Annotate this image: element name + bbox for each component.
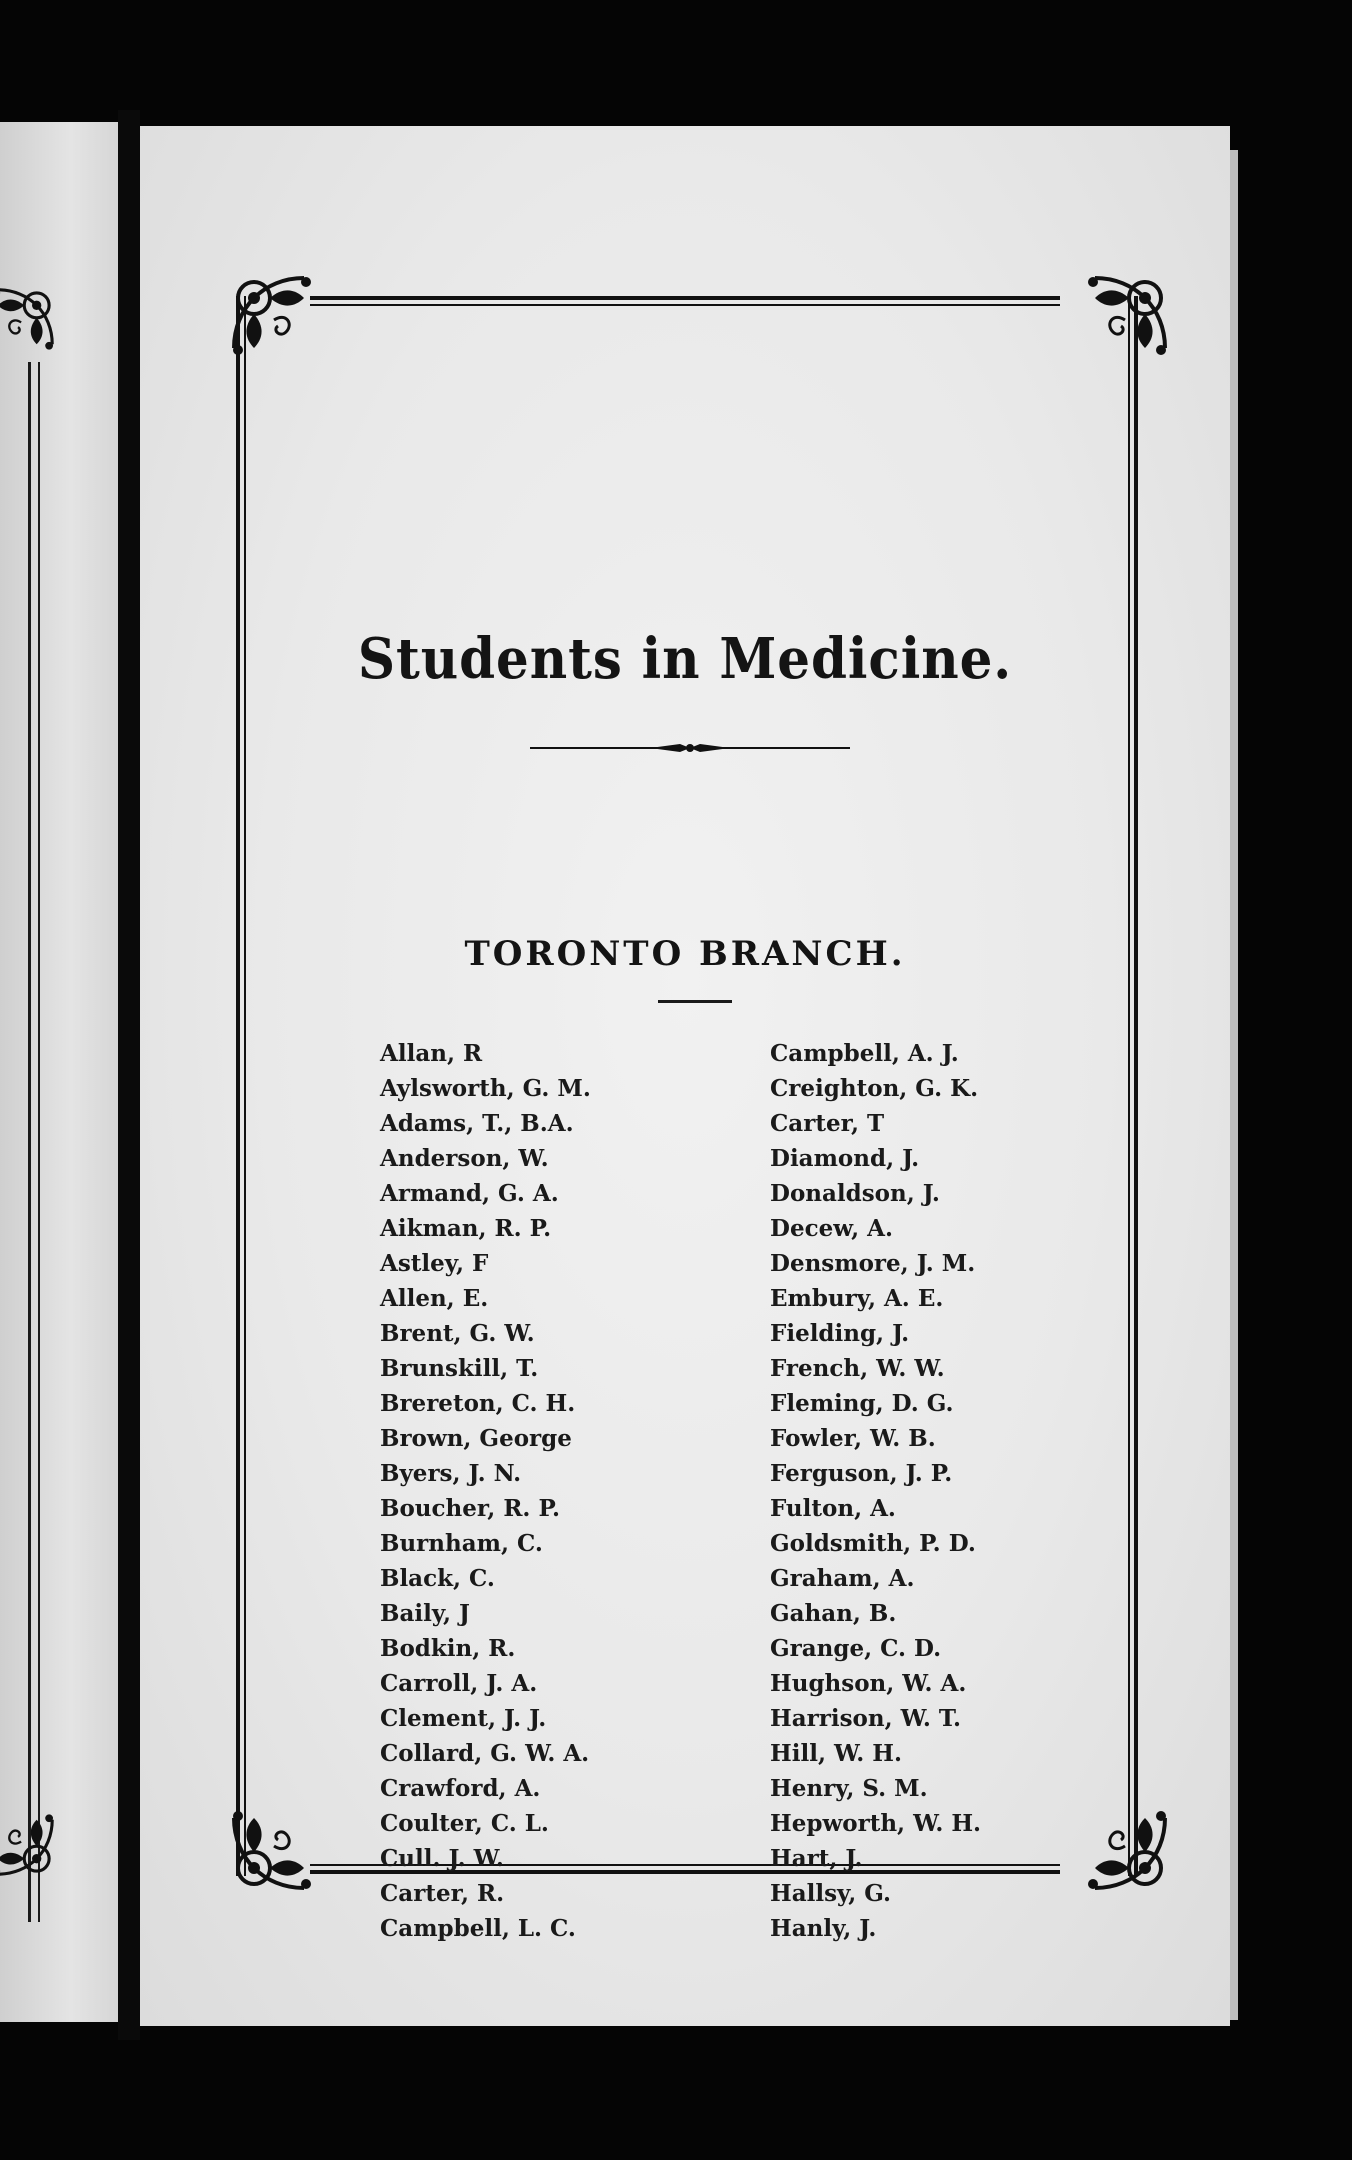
student-name: Brereton, C. H. (380, 1390, 576, 1417)
student-name: Brent, G. W. (380, 1320, 535, 1347)
student-name: Fleming, D. G. (770, 1390, 954, 1417)
student-name: Clement, J. J. (380, 1705, 547, 1732)
student-name: Goldsmith, P. D. (770, 1530, 976, 1557)
corner-ornament-icon (1085, 268, 1175, 358)
student-name: Brunskill, T. (380, 1355, 539, 1382)
student-name: Grange, C. D. (770, 1635, 942, 1662)
frame-line-top (310, 296, 1060, 300)
section-heading: TORONTO BRANCH. (464, 934, 906, 974)
corner-ornament-icon (224, 268, 314, 358)
student-name: Cull. J. W. (380, 1845, 504, 1872)
student-name: Graham, A. (770, 1565, 915, 1592)
student-name: Coulter, C. L. (380, 1810, 549, 1837)
student-name: Anderson, W. (380, 1145, 549, 1172)
student-name: Burnham, C. (380, 1530, 543, 1557)
student-name: Creighton, G. K. (770, 1075, 979, 1102)
frame-line-right (1134, 296, 1138, 1876)
student-name: Aylsworth, G. M. (380, 1075, 591, 1102)
section-rule (658, 1000, 732, 1003)
student-name: Brown, George (380, 1425, 572, 1452)
student-name: Densmore, J. M. (770, 1250, 976, 1277)
student-name: Donaldson, J. (770, 1180, 940, 1207)
student-name: Collard, G. W. A. (380, 1740, 590, 1767)
student-name: Henry, S. M. (770, 1775, 928, 1802)
student-name: Fielding, J. (770, 1320, 910, 1347)
corner-ornament-icon (1085, 1808, 1175, 1898)
student-name: Hart, J. (770, 1845, 863, 1872)
student-name: French, W. W. (770, 1355, 945, 1382)
student-name: Allen, E. (380, 1285, 489, 1312)
student-name: Gahan, B. (770, 1600, 897, 1627)
corner-ornament-icon (0, 272, 60, 362)
student-name: Baily, J (380, 1600, 470, 1627)
student-name: Ferguson, J. P. (770, 1460, 953, 1487)
student-name: Byers, J. N. (380, 1460, 522, 1487)
corner-ornament-icon (224, 1808, 314, 1898)
student-list-left (380, 1036, 591, 1946)
page-title: Students in Medicine. (357, 626, 1013, 692)
student-name: Embury, A. E. (770, 1285, 944, 1312)
student-name: Allan, R (380, 1040, 483, 1067)
student-name: Bodkin, R. (380, 1635, 516, 1662)
student-name: Adams, T., B.A. (380, 1110, 574, 1137)
student-name: Boucher, R. P. (380, 1495, 560, 1522)
student-name: Hepworth, W. H. (770, 1810, 982, 1837)
student-name: Harrison, W. T. (770, 1705, 962, 1732)
student-name: Aikman, R. P. (380, 1215, 552, 1242)
student-name: Crawford, A. (380, 1775, 541, 1802)
page-edge (1230, 150, 1238, 2020)
student-name: Decew, A. (770, 1215, 894, 1242)
student-name: Astley, F (380, 1250, 489, 1277)
ornamental-divider-icon (530, 738, 850, 758)
document-page (140, 126, 1230, 2026)
student-name: Fulton, A. (770, 1495, 896, 1522)
student-name: Carter, R. (380, 1880, 505, 1907)
student-name: Carroll, J. A. (380, 1670, 538, 1697)
student-name: Diamond, J. (770, 1145, 920, 1172)
student-name: Campbell, L. C. (380, 1915, 576, 1942)
student-list-right (770, 1036, 981, 1946)
book-gutter (118, 110, 140, 2040)
student-name: Campbell, A. J. (770, 1040, 959, 1067)
student-name: Black, C. (380, 1565, 495, 1592)
corner-ornament-icon (0, 1802, 60, 1892)
student-name: Hallsy, G. (770, 1880, 892, 1907)
student-name: Hanly, J. (770, 1915, 877, 1942)
student-name: Hill, W. H. (770, 1740, 902, 1767)
student-name: Armand, G. A. (380, 1180, 559, 1207)
student-name: Hughson, W. A. (770, 1670, 967, 1697)
adjacent-page-edge (0, 122, 118, 2022)
frame-line-left (236, 296, 240, 1876)
student-name: Fowler, W. B. (770, 1425, 936, 1452)
student-name: Carter, T (770, 1110, 885, 1137)
